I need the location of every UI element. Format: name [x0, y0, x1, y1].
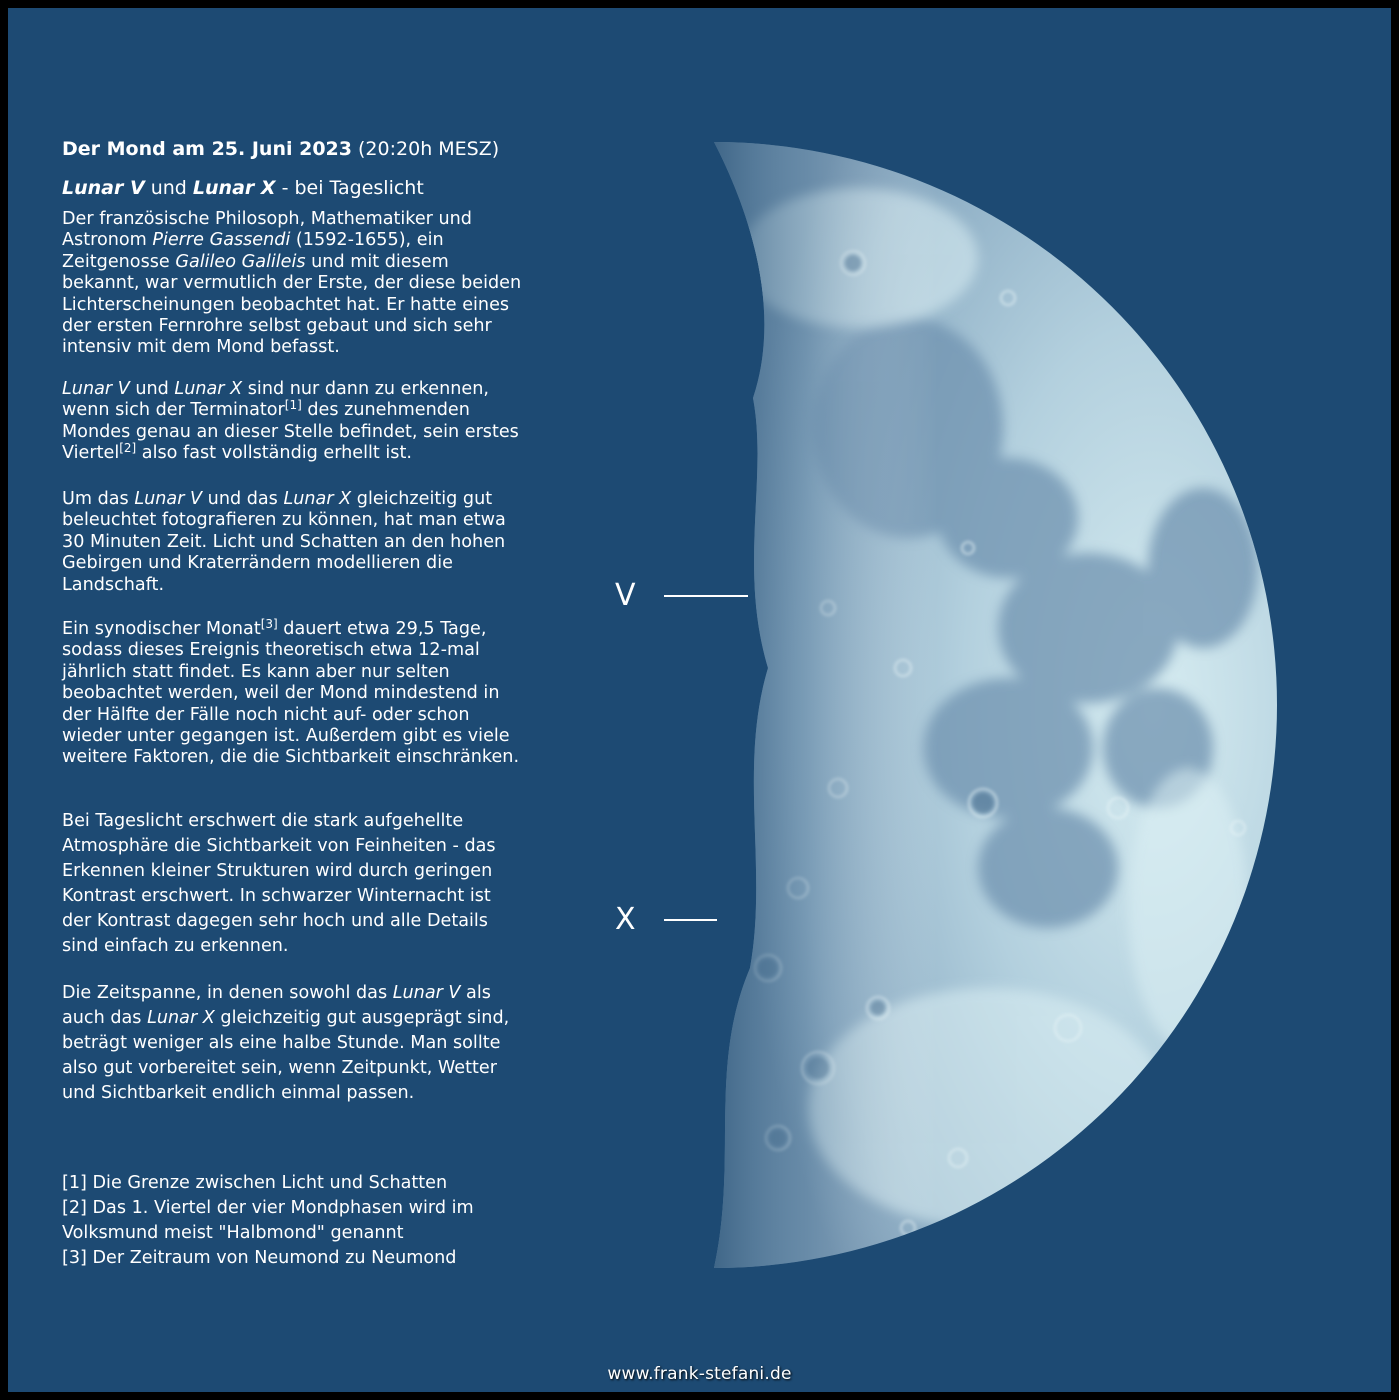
p2-text-b: sind nur dann zu erkennen, wenn sich der Terminator [62, 379, 489, 421]
p5-text: Bei Tageslicht erschwert die stark aufgehellte Atmosphäre die Sichtbarkeit von Feinheiten - das Erkennen kleiner Strukturen wird durch geringen Kontrast erschwert. In schwarzer Winternacht ist der Kontrast dagegen sehr hoch und alle Details sind einfach zu erkennen. [62, 811, 496, 956]
footnote-ref-2: [2] [119, 441, 137, 456]
paragraph-daylight [62, 809, 524, 959]
p2-text-c: des zunehmenden Mondes genau an dieser Stelle befindet, sein erstes Viertel [62, 400, 519, 464]
p4-text-b: dauert etwa 29,5 Tage, sodass dieses Ereignis theoretisch etwa 12-mal jährlich statt findet. Es kann aber nur selten beobachtet werden, weil der Mond mindestend in der Hälfte der Fälle noch nicht auf- oder schon wieder unter gegangen ist. Außerdem gibt es viele weitere Faktoren, die die Sichtbarkeit einschränken. [62, 619, 520, 768]
paragraph-synodic-month [62, 619, 528, 769]
subline [62, 176, 424, 200]
footnote-ref-3: [3] [260, 617, 278, 631]
marker-v-label: V [615, 578, 636, 613]
p6-text-a: Die Zeitspanne, in denen sowohl das [62, 983, 393, 1003]
p1-text-b: (1592-1655), ein Zeitgenosse [62, 230, 444, 272]
p3-text-b: und das [202, 489, 284, 509]
paragraph-photography [62, 489, 524, 596]
footnote-2: [2] Das 1. Viertel der vier Mondphasen wird im Volksmund meist "Halbmond" genannt [62, 1198, 474, 1243]
p2-text-d: also fast vollständig erhellt ist. [136, 443, 412, 464]
subline-lunar-v: Lunar V [62, 177, 145, 199]
paragraph-terminator [62, 379, 524, 465]
p1-name-galilei: Galileo Galileis [175, 251, 306, 272]
headline-time: (20:20h MESZ) [351, 138, 500, 160]
footnote-3: [3] Der Zeitraum von Neumond zu Neumond [62, 1248, 457, 1268]
p3-text-c: gleichzeitig gut beleuchtet fotografieren zu können, hat man etwa 30 Minuten Zeit. Licht und Schatten an den hohen Gebirgen und Kraterrändern modellieren die Landschaft. [62, 489, 506, 595]
paragraph-gassendi [62, 209, 524, 359]
p6-lunar-x: Lunar X [147, 1008, 215, 1028]
headline [62, 137, 499, 161]
p2-lunar-v: Lunar V [62, 379, 130, 399]
footnote-ref-1: [1] [284, 398, 302, 413]
p6-text-c: gleichzeitig gut ausgeprägt sind, beträgt weniger als eine halbe Stunde. Man sollte also gut vorbereitet sein, wenn Zeitpunkt, Wetter und Sichtbarkeit endlich einmal passen. [62, 1008, 510, 1103]
footnote-1: [1] Die Grenze zwischen Licht und Schatten [62, 1173, 448, 1193]
subline-und: und [144, 177, 193, 199]
headline-date: Der Mond am 25. Juni 2023 [62, 138, 352, 160]
p4-text-a: Ein synodischer Monat [62, 619, 261, 639]
poster-panel [8, 8, 1391, 1392]
p2-text-a: und [129, 379, 175, 399]
p3-lunar-v: Lunar V [134, 489, 203, 509]
subline-lunar-x: Lunar X [192, 177, 276, 199]
footnotes [62, 1171, 532, 1271]
marker-v-line [664, 595, 748, 597]
p3-lunar-x: Lunar X [283, 489, 352, 509]
credit-url: www.frank-stefani.de [607, 1364, 792, 1384]
marker-x-label: X [615, 902, 636, 937]
marker-x-line [664, 919, 717, 921]
p1-text-a: Der französische Philosoph, Mathematiker und Astronom [62, 209, 472, 251]
p6-text-b: als auch das [62, 983, 491, 1028]
p1-name-gassendi: Pierre Gassendi [152, 230, 291, 251]
p6-lunar-v: Lunar V [392, 983, 461, 1003]
p1-text-c: und mit diesem bekannt, war vermutlich der Erste, der diese beiden Lichterscheinungen beobachtet hat. Er hatte eines der ersten Fernrohre selbst gebaut und sich sehr intensiv mit dem Mond befasst. [62, 251, 522, 358]
p2-lunar-x: Lunar X [174, 379, 243, 399]
paragraph-timespan [62, 981, 524, 1106]
p3-text-a: Um das [62, 489, 135, 509]
subline-rest: - bei Tageslicht [275, 177, 424, 199]
